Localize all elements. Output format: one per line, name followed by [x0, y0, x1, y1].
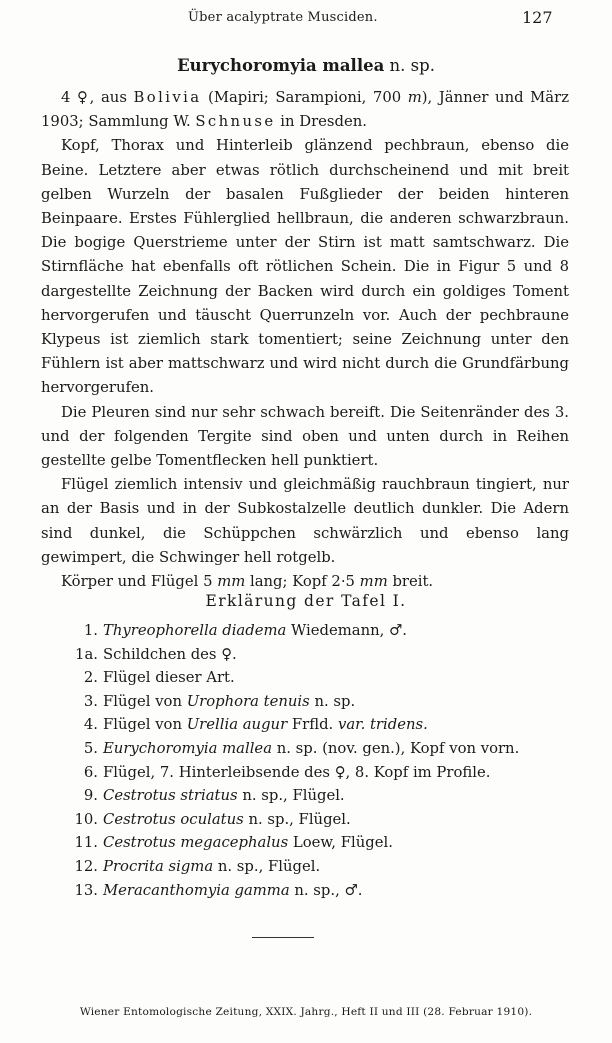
material-collector: Schnuse	[195, 113, 276, 131]
paragraph-size	[41, 570, 569, 594]
item-text: Cestrotus oculatus n. sp., Flügel.	[103, 810, 351, 828]
list-item	[58, 666, 578, 690]
item-text: Meracanthomyia gamma n. sp., ♂.	[103, 881, 363, 899]
item-number: 10.	[74, 810, 98, 828]
item-text: Cestrotus megacephalus Loew, Flügel.	[103, 834, 393, 852]
size-text-a: Körper und Flügel 5	[61, 573, 218, 591]
list-item	[58, 690, 578, 714]
description-body	[41, 86, 569, 594]
item-number: 1.	[83, 622, 98, 639]
plate-explanation-list	[58, 619, 578, 902]
item-number: 13.	[74, 881, 98, 899]
material-locality: (Mapiri; Sarampioni, 700	[201, 89, 408, 106]
item-number: 2.	[83, 669, 98, 687]
item-text: Flügel von Urophora tenuis n. sp.	[103, 692, 356, 710]
material-unit: m	[407, 89, 422, 106]
item-number: 5.	[83, 739, 98, 757]
item-number: 11.	[74, 834, 98, 852]
item-number: 1a.	[75, 645, 98, 663]
species-title	[0, 56, 612, 75]
list-item	[58, 808, 578, 832]
size-text-c: breit.	[387, 573, 434, 591]
size-text-b: lang; Kopf 2·5	[245, 573, 360, 591]
item-text: Eurychoromyia mallea n. sp. (nov. gen.), Kopf von vorn.	[103, 739, 520, 757]
item-text: Schildchen des ♀.	[103, 645, 237, 663]
list-item	[58, 643, 578, 667]
item-number: 3.	[83, 692, 98, 710]
paragraph-material	[41, 86, 569, 134]
page-number: 127	[522, 8, 553, 27]
paragraph-pleura: Die Pleuren sind nur sehr schwach bereift. Die Seitenränder des 3. und der folgenden Tergite sind oben und unten durch in Reihen gestellte gelbe Tomentflecken hell punktiert.	[41, 403, 569, 470]
material-country: Bolivia	[133, 89, 202, 106]
paragraph-head-thorax: Kopf, Thorax und Hinterleib glänzend pechbraun, ebenso die Beine. Letztere aber etwas rötlich durchscheinend und mit breit gelben Wurzeln der basalen Fußglieder der beiden hinteren Beinpaare. Erstes Fühlerglied hellbraun, die anderen schwarzbraun. Die bogige Querstrieme unter der Stirn ist matt samtschwarz. Die Stirnfläche hat ebenfalls oft rötlichen Schein. Die in Figur 5 und 8 dargestellte Zeichnung der Backen wird durch ein goldiges Toment hervorgerufen und täuscht Querrunzeln vor. Auch der pechbraune Klypeus ist ziemlich stark tomentiert; seine Zeichnung unter den Fühlern ist aber mattschwarz und wird nicht durch die Grundfärbung hervorgerufen.	[41, 137, 569, 397]
list-item	[58, 761, 578, 785]
plate-explanation-heading: Erklärung der Tafel I.	[205, 592, 407, 610]
list-item	[58, 737, 578, 761]
item-text: Flügel von Urellia augur Frfld. var. tridens.	[103, 716, 428, 734]
item-text: Procrita sigma n. sp., Flügel.	[103, 857, 321, 875]
list-item	[58, 619, 578, 643]
list-item	[58, 784, 578, 808]
list-item	[58, 879, 578, 903]
species-status: n. sp.	[384, 56, 435, 75]
list-item	[58, 713, 578, 737]
size-unit-1: mm	[217, 573, 246, 591]
size-unit-2: mm	[359, 573, 388, 591]
journal-footer: Wiener Entomologische Zeitung, XXIX. Jahrg., Heft II und III (28. Februar 1910).	[79, 1006, 533, 1018]
item-number: 4.	[83, 716, 98, 734]
section-divider	[252, 937, 314, 938]
material-place: in Dresden.	[275, 113, 367, 131]
item-number: 6.	[83, 763, 98, 781]
material-date: ), Jänner und März 1903; Sammlung W.	[41, 89, 569, 131]
species-name: Eurychoromyia mallea	[177, 56, 385, 75]
item-text: Flügel dieser Art.	[103, 669, 235, 687]
item-text: Thyreophorella diadema Wiedemann, ♂.	[103, 622, 408, 639]
list-item	[58, 855, 578, 879]
material-count: 4 ♀, aus	[61, 89, 134, 106]
running-head: Über acalyptrate Musciden.	[188, 10, 378, 25]
item-number: 9.	[83, 787, 98, 805]
item-text: Cestrotus striatus n. sp., Flügel.	[103, 787, 345, 805]
item-text: Flügel, 7. Hinterleibsende des ♀, 8. Kopf im Profile.	[103, 763, 491, 781]
paragraph-wings: Flügel ziemlich intensiv und gleichmäßig rauchbraun tingiert, nur an der Basis und in der Subkostalzelle deutlich dunkler. Die Adern sind dunkel, die Schüppchen schwärzlich und ebenso lang gewimpert, die Schwinger hell rotgelb.	[41, 476, 569, 566]
item-number: 12.	[74, 857, 98, 875]
list-item	[58, 831, 578, 855]
page-header	[0, 8, 612, 28]
